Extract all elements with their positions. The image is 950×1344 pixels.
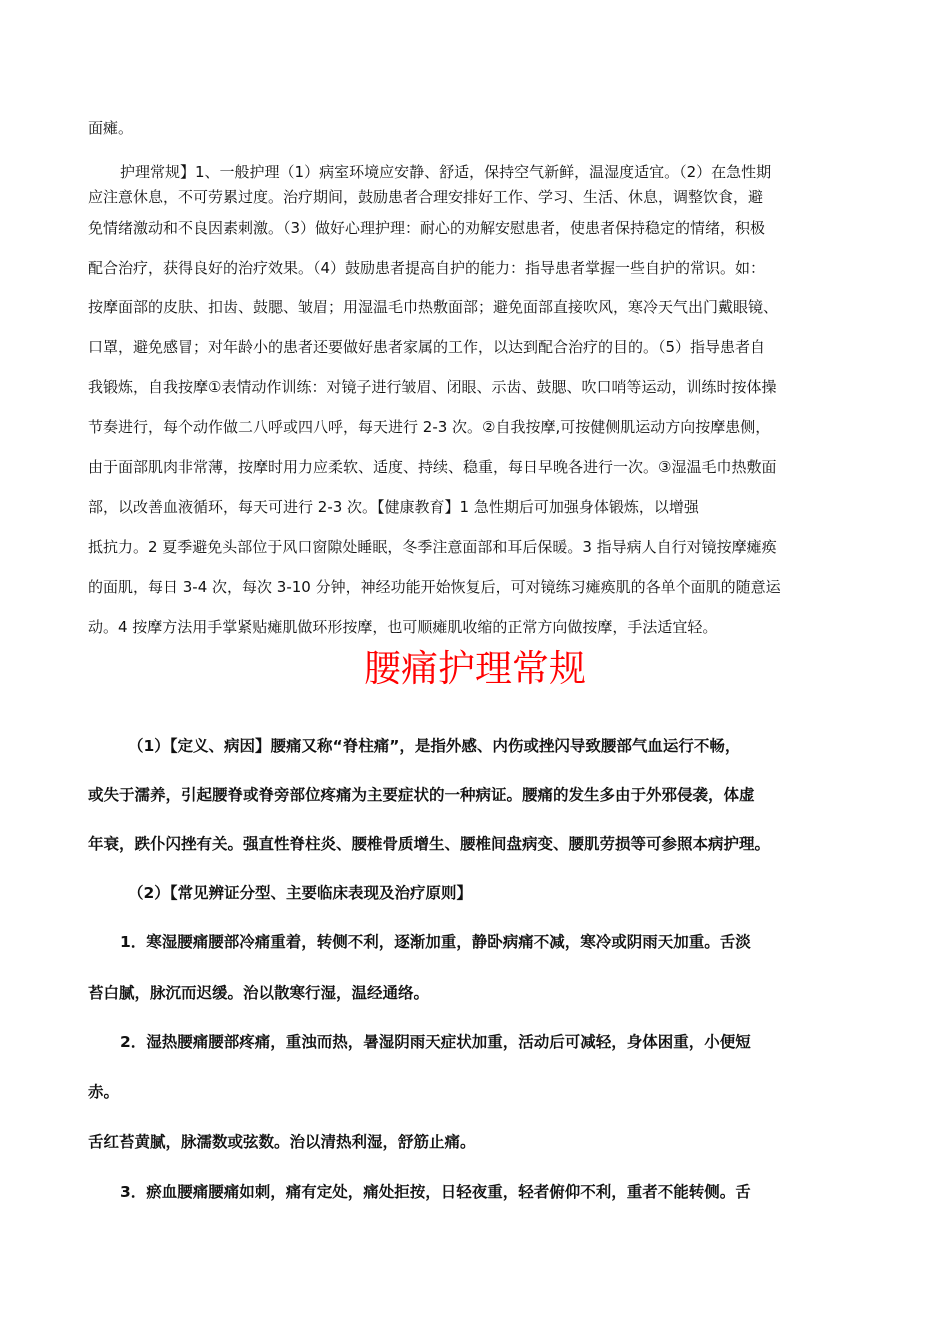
paragraph-line: 2．湿热腰痛腰部疼痛，重浊而热，暑湿阴雨天症状加重，活动后可减轻，身体困重，小便短 (120, 1033, 751, 1051)
paragraph-line: 我锻炼，自我按摩①表情动作训练：对镜子进行皱眉、闭眼、示齿、鼓腮、吹口哨等运动，训练时按体操 (88, 378, 777, 396)
paragraph-line: 口罩，避免感冒；对年龄小的患者还要做好患者家属的工作，以达到配合治疗的目的。（5）指导患者自 (88, 338, 766, 356)
paragraph-line: 1．寒湿腰痛腰部冷痛重着，转侧不利，逐渐加重，静卧病痛不减，寒冷或阴雨天加重。舌淡 (120, 933, 751, 951)
section-title: 腰痛护理常规 (364, 647, 586, 690)
paragraph-line: 节奏进行，每个动作做二八呼或四八呼，每天进行 2-3 次。②自我按摩,可按健侧肌运动方向按摩患侧， (88, 418, 771, 436)
paragraph-line: 配合治疗，获得良好的治疗效果。（4）鼓励患者提高自护的能力：指导患者掌握一些自护的常识。如： (88, 259, 766, 277)
paragraph-line: 由于面部肌肉非常薄，按摩时用力应柔软、适度、持续、稳重，每日早晚各进行一次。③湿温毛巾热敷面 (88, 458, 777, 476)
paragraph-line: 部，以改善血液循环，每天可进行 2-3 次。【健康教育】1 急性期后可加强身体锻炼，以增强 (88, 498, 699, 516)
paragraph-line: 应注意休息，不可劳累过度。治疗期间，鼓励患者合理安排好工作、学习、生活、休息，调整饮食，避 (88, 188, 764, 206)
paragraph-line: 按摩面部的皮肤、扣齿、鼓腮、皱眉；用湿温毛巾热敷面部；避免面部直接吹风，寒冷天气出门戴眼镜、 (88, 298, 779, 316)
paragraph-line: 赤。 (88, 1083, 120, 1101)
paragraph-line: 3．瘀血腰痛腰痛如刺，痛有定处，痛处拒按，日轻夜重，轻者俯仰不利，重者不能转侧。舌 (120, 1183, 751, 1201)
paragraph-line: 的面肌，每日 3-4 次，每次 3-10 分钟，神经功能开始恢复后，可对镜练习瘫痪肌的各单个面肌的随意运 (88, 578, 781, 596)
paragraph-line: 护理常规】1、一般护理（1）病室环境应安静、舒适，保持空气新鲜，温湿度适宜。（2）在急性期 (120, 163, 772, 181)
paragraph-line: 舌红苔黄腻，脉濡数或弦数。治以清热利湿，舒筋止痛。 (88, 1133, 476, 1151)
paragraph-line: （2）【常见辨证分型、主要临床表现及治疗原则】 (128, 884, 473, 902)
paragraph-line: 面瘫。 (88, 119, 134, 137)
paragraph-line: 或失于濡养，引起腰脊或脊旁部位疼痛为主要症状的一种病证。腰痛的发生多由于外邪侵袭，体虚 (88, 786, 755, 804)
paragraph-line: 苔白腻，脉沉而迟缓。治以散寒行湿，温经通络。 (88, 984, 430, 1002)
paragraph-line: 年衰，跌仆闪挫有关。强直性脊柱炎、腰椎骨质增生、腰椎间盘病变、腰肌劳损等可参照本病护理。 (88, 835, 771, 853)
paragraph-line: 动。4 按摩方法用手掌紧贴瘫肌做环形按摩，也可顺瘫肌收缩的正常方向做按摩，手法适宜轻。 (88, 618, 718, 636)
paragraph-line: 免情绪激动和不良因素刺激。（3）做好心理护理：耐心的劝解安慰患者，使患者保持稳定的情绪，积极 (88, 219, 766, 237)
paragraph-line: 抵抗力。2 夏季避免头部位于风口窗隙处睡眠，冬季注意面部和耳后保暖。3 指导病人自行对镜按摩瘫痪 (88, 538, 777, 556)
paragraph-line: （1）【定义、病因】腰痛又称“脊柱痛”，是指外感、内伤或挫闪导致腰部气血运行不畅， (128, 737, 741, 755)
